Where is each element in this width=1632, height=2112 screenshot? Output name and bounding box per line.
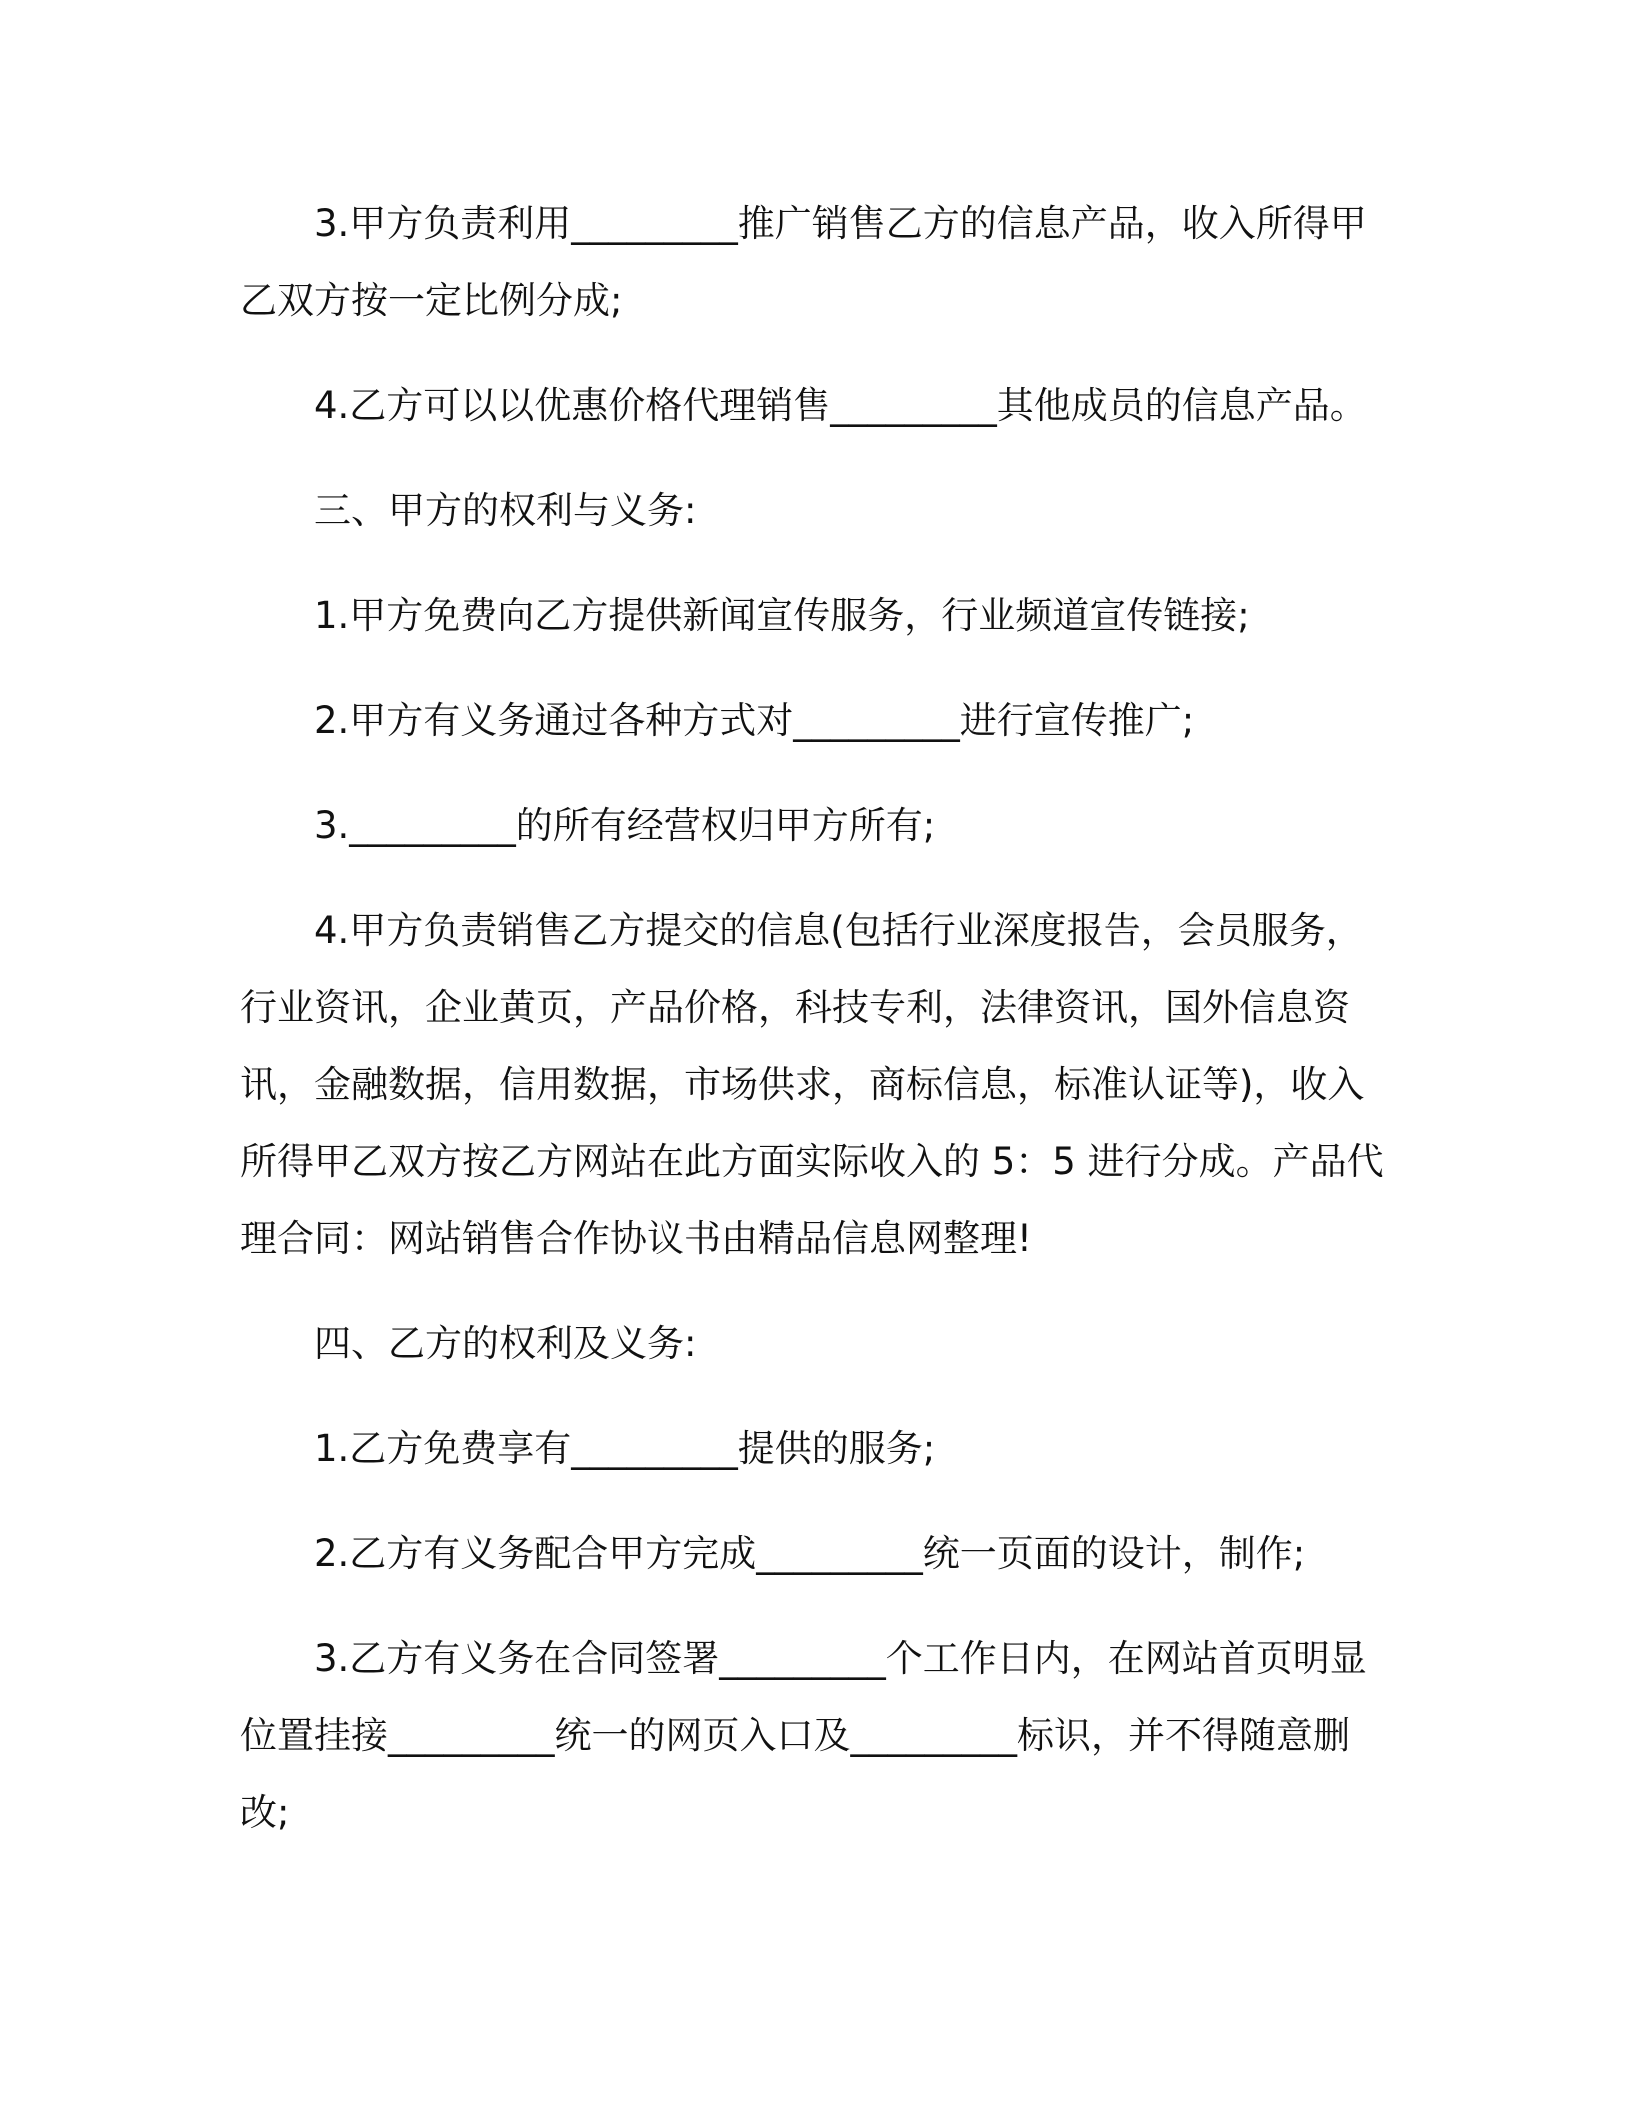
clause-paragraph: 1.乙方免费享有_________提供的服务; bbox=[314, 1427, 936, 1470]
clause-paragraph: 1.甲方免费向乙方提供新闻宣传服务，行业频道宣传链接; bbox=[314, 594, 1250, 637]
section-heading: 四、乙方的权利及义务: bbox=[314, 1322, 697, 1365]
clause-paragraph: 2.乙方有义务配合甲方完成_________统一页面的设计，制作; bbox=[314, 1532, 1306, 1575]
clause-paragraph: 3.甲方负责利用_________推广销售乙方的信息产品，收入所得甲乙双方按一定比例分成; bbox=[240, 202, 1367, 322]
clause-paragraph: 4.甲方负责销售乙方提交的信息(包括行业深度报告，会员服务，行业资讯，企业黄页，产品价格，科技专利，法律资讯，国外信息资讯，金融数据，信用数据，市场供求，商标信息，标准认证等)，收入所得甲乙双方按乙方网站在此方面实际收入的 5：5 进行分成。产品代理合同：网站销售合作协议书由精品信息网整理! bbox=[240, 909, 1384, 1260]
clause-paragraph: 3.乙方有义务在合同签署_________个工作日内，在网站首页明显位置挂接_________统一的网页入口及_________标识，并不得随意删改; bbox=[240, 1637, 1367, 1834]
clause-paragraph: 3._________的所有经营权归甲方所有; bbox=[314, 804, 936, 847]
clause-paragraph: 4.乙方可以以优惠价格代理销售_________其他成员的信息产品。 bbox=[314, 384, 1367, 427]
clause-paragraph: 2.甲方有义务通过各种方式对_________进行宣传推广; bbox=[314, 699, 1195, 742]
section-heading: 三、甲方的权利与义务: bbox=[314, 489, 697, 532]
document-body bbox=[240, 185, 1390, 1879]
